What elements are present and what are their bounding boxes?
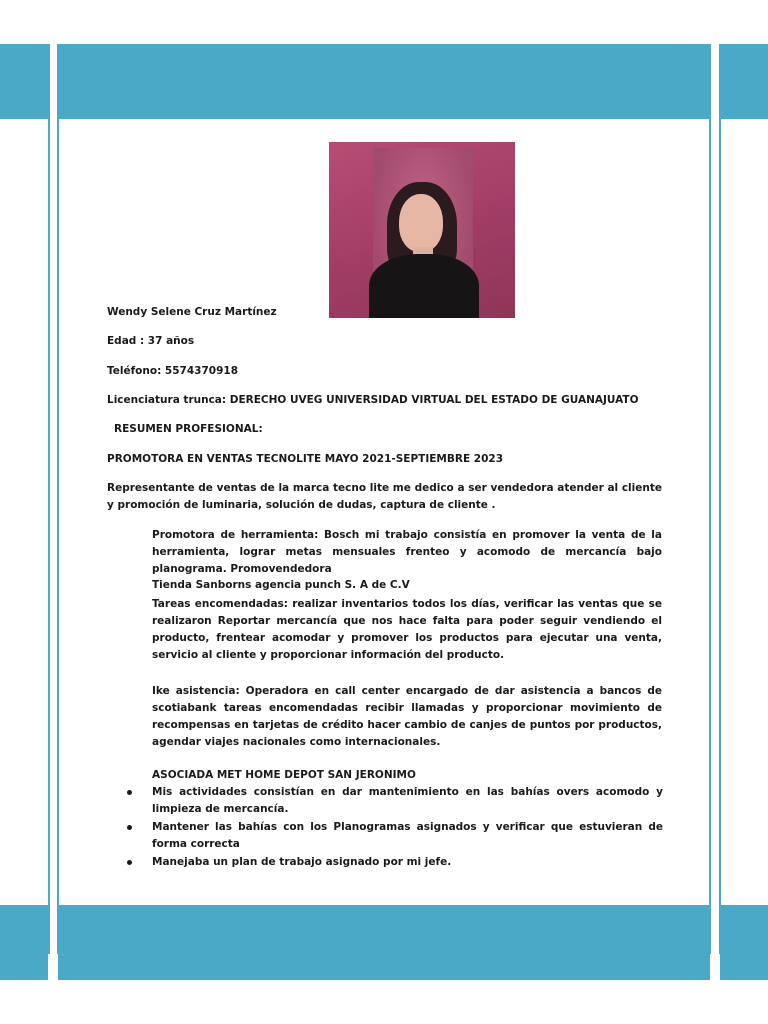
candidate-name: Wendy Selene Cruz Martínez bbox=[107, 306, 277, 318]
list-item: Mis actividades consistían en dar mantenimiento en las bahías overs acomodo y limpieza de mercancía. bbox=[107, 784, 663, 818]
sanborns-title: Tienda Sanborns agencia punch S. A de C.V bbox=[152, 579, 410, 591]
profile-photo bbox=[329, 142, 515, 318]
candidate-degree: Licenciatura trunca: DERECHO UVEG UNIVERSIDAD VIRTUAL DEL ESTADO DE GUANAJUATO bbox=[107, 394, 639, 406]
homedepot-bullet-list bbox=[107, 784, 663, 872]
experience-heading-tecnolite: PROMOTORA EN VENTAS TECNOLITE MAYO 2021-SEPTIEMBRE 2023 bbox=[107, 453, 503, 465]
experience-para-ike: Ike asistencia: Operadora en call center encargado de dar asistencia a bancos de scotiabank tareas encomendadas recibir llamadas y proporcionar movimiento de recompensas en tarjetas de crédito hacer cambio de canjes de puntos por productos, agendar viajes nacionales como internacionales. bbox=[152, 685, 662, 748]
homedepot-title: ASOCIADA MET HOME DEPOT SAN JERONIMO bbox=[152, 769, 416, 781]
experience-para-tecnolite: Representante de ventas de la marca tecno lite me dedico a ser vendedora atender al cliente y promoción de luminaria, solución de dudas, captura de cliente . bbox=[107, 482, 662, 511]
bullet-icon bbox=[127, 825, 132, 830]
candidate-age: Edad : 37 años bbox=[107, 335, 195, 347]
list-item: Mantener las bahías con los Planogramas asignados y verificar que estuvieran de forma correcta bbox=[107, 819, 663, 853]
bullet-icon bbox=[127, 790, 132, 795]
bullet-icon bbox=[127, 860, 132, 865]
candidate-phone: Teléfono: 5574370918 bbox=[107, 365, 238, 377]
summary-heading: RESUMEN PROFESIONAL: bbox=[114, 423, 263, 435]
experience-para-sanborns: Tareas encomendadas: realizar inventarios todos los días, verificar las ventas que se realizaron Reportar mercancía que nos hace falta para poder seguir vendiendo el producto, frentear acomodar y promover los productos para ejecutar una venta, servicio al cliente y proporcionar información del producto. bbox=[152, 598, 662, 661]
experience-para-bosch: Promotora de herramienta: Bosch mi trabajo consistía en promover la venta de la herramienta, lograr metas mensuales frenteo y acomodo de mercancía bajo planograma. Promovendedora bbox=[152, 529, 662, 575]
list-item: Manejaba un plan de trabajo asignado por mi jefe. bbox=[107, 854, 663, 871]
